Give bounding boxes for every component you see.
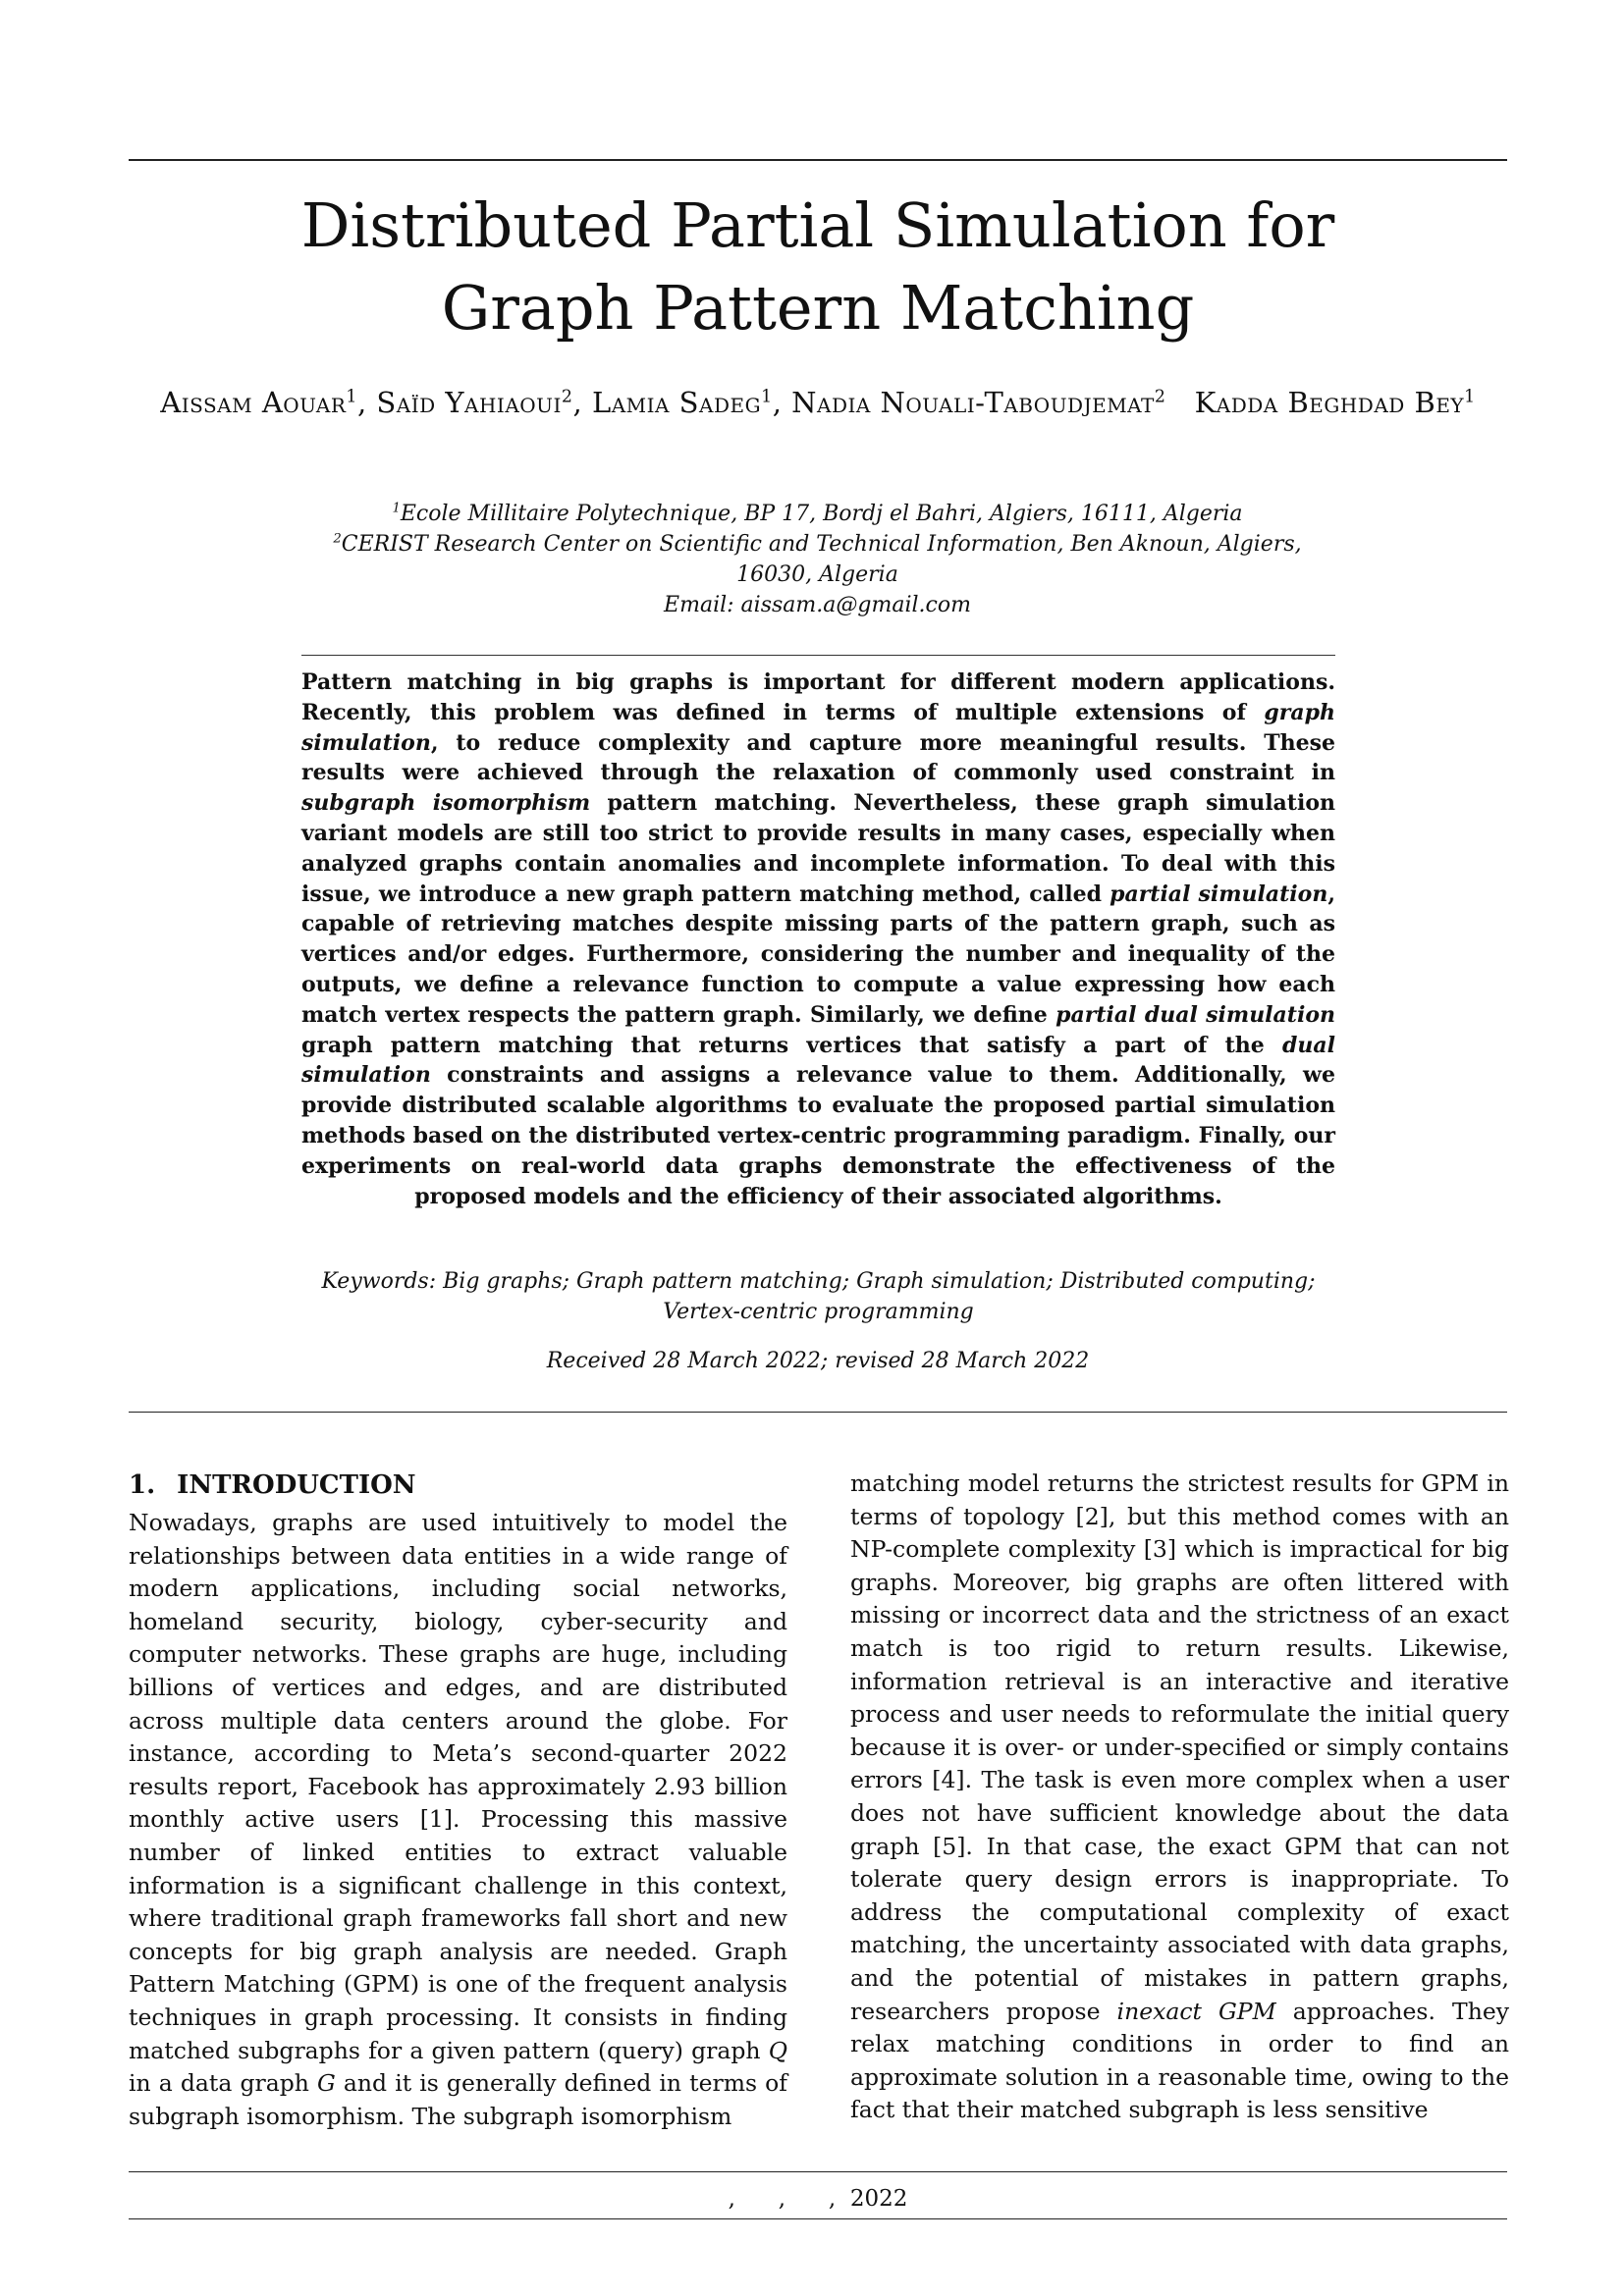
author-affil-mark: 2 [1154, 387, 1166, 407]
author-affil-mark: 1 [1464, 387, 1476, 407]
keywords: Keywords: Big graphs; Graph pattern matching; Graph simulation; Distributed computing; Vertex-centric programming [321, 1269, 1316, 1324]
abstract-rule [301, 655, 1335, 656]
author-affil-mark: 1 [761, 387, 773, 407]
author-name: Saïd Yahiaoui [376, 386, 562, 419]
affiliation-1: $^1$Ecole Millitaire Polytechnique, BP 17, Bordj el Bahri, Algiers, 16111, Algeria [392, 501, 1243, 526]
author-name: Aissam Aouar [160, 386, 347, 419]
body-paragraph: matching model returns the strictest results for GPM in terms of topology [2], but this method comes with an NP-complete complexity [3] which is impractical for big graphs. Moreover, big graphs are often littered with missing or incorrect data and the strictness of an exact match is too rigid to return results. Likewise, information retrieval is an interactive and iterative process and user needs to reformulate the initial query because it is over- or under-specified or simply contains errors [4]. The task is even more complex when a user does not have sufficient knowledge about the data graph [5]. In that case, the exact GPM that can not tolerate query design errors is inappropriate. To address the computational complexity of exact matching, the uncertainty associated with data graphs, and the potential of mistakes in pattern graphs, researchers propose inexact GPM approaches. They relax matching conditions in order to find an approximate solution in a reasonable time, owing to the fact that their matched subgraph is less sensitive [850, 1469, 1510, 2124]
top-rule [129, 159, 1507, 161]
header-bottom-rule [129, 1412, 1507, 1413]
left-column [129, 1468, 787, 2133]
author-email[interactable]: Email: aissam.a@gmail.com [664, 593, 971, 617]
abstract: Pattern matching in big graphs is important for different modern applications. Recently, this problem was defined in terms of multiple extensions of graph simulation, to reduce complexity and capture more meaningful results. These results were achieved through the relaxation of commonly used constraint in subgraph isomorphism pattern matching. Nevertheless, these graph simulation variant models are still too strict to provide results in many cases, especially when analyzed graphs contain anomalies and incomplete information. To deal with this issue, we introduce a new graph pattern matching method, called partial simulation, capable of retrieving matches despite missing parts of the pattern graph, such as vertices and/or edges. Furthermore, considering the number and inequality of the outputs, we define a relevance function to compute a value expressing how each match vertex respects the pattern graph. Similarly, we define partial dual simulation graph pattern matching that returns vertices that satisfy a part of the dual simulation constraints and assigns a relevance value to them. Additionally, we provide distributed scalable algorithms to evaluate the proposed partial simulation methods based on the distributed vertex-centric programming paradigm. Finally, our experiments on real-world data graphs demonstrate the effectiveness of the proposed models and the efficiency of their associated algorithms. [301, 669, 1335, 1209]
author-name: Kadda Beghdad Bey [1194, 386, 1465, 419]
author-list: Aissam Aouar$^1$, Saïd Yahiaoui$^2$, Lamia Sadeg$^1$, Nadia Nouali-Taboudjemat$^2$ Kadda Beghdad Bey$^1$ [160, 386, 1476, 419]
author-affil-mark: 1 [346, 387, 357, 407]
body-paragraph: Nowadays, graphs are used intuitively to model the relationships between data entities in a wide range of modern applications, including social networks, homeland security, biology, cyber-security and computer networks. These graphs are huge, including billions of vertices and edges, and are distributed across multiple data centers around the globe. For instance, according to Meta’s second-quarter 2022 results report, Facebook has approximately 2.93 billion monthly active users [1]. Processing this massive number of linked entities to extract valuable information is a significant challenge in this context, where traditional graph frameworks fall short and new concepts for big graph analysis are needed. Graph Pattern Matching (GPM) is one of the frequent analysis techniques in graph processing. It consists in finding matched subgraphs for a given pattern (query) graph Q in a data graph G and it is generally defined in terms of subgraph isomorphism. The subgraph isomorphism [129, 1509, 787, 2130]
footer-top-rule [129, 2171, 1507, 2172]
title-line-1: Distributed Partial Simulation for [300, 189, 1335, 261]
received-date: Received 28 March 2022; revised 28 March 2022 [546, 1349, 1090, 1373]
section-heading: 1. INTRODUCTION [129, 1470, 416, 1500]
title-line-2: Graph Pattern Matching [441, 272, 1195, 344]
footer-bottom-rule [129, 2218, 1507, 2219]
affiliations [295, 499, 1340, 620]
affiliation-2: $^2$CERIST Research Center on Scientific and Technical Information, Ben Aknoun, Algiers, 16030, Algeria [333, 531, 1302, 587]
right-column [850, 1468, 1509, 2127]
author-name: Lamia Sadeg [591, 386, 762, 419]
author-affil-mark: 2 [561, 387, 573, 407]
paper-title [129, 185, 1507, 349]
author-name: Nadia Nouali-Taboudjemat [791, 386, 1155, 419]
footer-text: , , , 2022 [728, 2186, 908, 2212]
